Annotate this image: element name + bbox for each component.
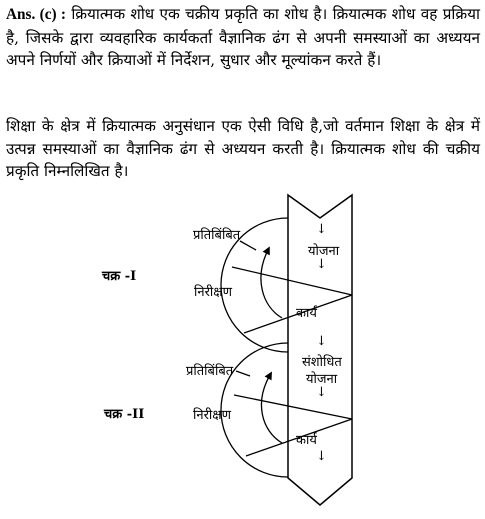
answer-text-1: क्रियात्मक शोध एक चक्रीय प्रकृति का शोध है। क्रियात्मक शोध वह प्रक्रिया है, जिसके द्वारा व्यवहारिक कार्यकर्ता वैज्ञानिक ढंग से अपनी समस्याओं का अध्ययन अपने निर्णयों और क्रियाओं में निर्देशन, सुधार और मूल्यांकन करते हैं। [6,5,480,69]
reflect-2-leader [236,371,250,376]
observe-label-1: निरीक्षण [194,285,232,300]
cycle-2-label: चक्र -II [104,407,145,422]
observe-label-2: निरीक्षण [193,408,231,423]
answer-text-2: शिक्षा के क्षेत्र में क्रियात्मक अनुसंधान एक ऐसी विधि है,जो वर्तमान शिक्षा के क्षेत्र में उत्पन्न समस्याओं का वैज्ञानिक ढंग से अध्ययन करती है। क्रियात्मक शोध की चक्रीय प्रकृति निम्नलिखित है। [6,117,480,180]
arrow-glyph-4: ↓ [316,385,327,400]
reflect-label-2: प्रतिबिंबित [186,364,234,379]
answer-marker: Ans. (c) : [6,6,66,23]
arrow-glyph-1: ↓ [316,222,327,237]
plan-label-1: योजना [308,244,340,259]
revised-label-line-1: संशोधित [302,355,342,370]
arrow-glyph-3: ↓ [316,334,327,349]
arrow-glyph-2: ↓ [316,257,327,272]
reflect-1-leader [240,241,256,250]
cycle-1-curved-arrow [261,250,282,318]
reflect-label-1: प्रतिबिंबित [193,228,241,243]
act-label-2: कार्य [296,433,317,448]
revised-label-line-2: योजना [306,372,338,387]
cycle-2-curved-arrow [261,375,282,443]
cycle-2-divider-1 [234,395,352,419]
arrow-glyph-5: ↓ [316,449,327,464]
cycle-1-label: चक्र -I [102,269,137,284]
act-label-1: कार्य [296,306,317,321]
cycle-1-divider-1 [232,267,352,295]
